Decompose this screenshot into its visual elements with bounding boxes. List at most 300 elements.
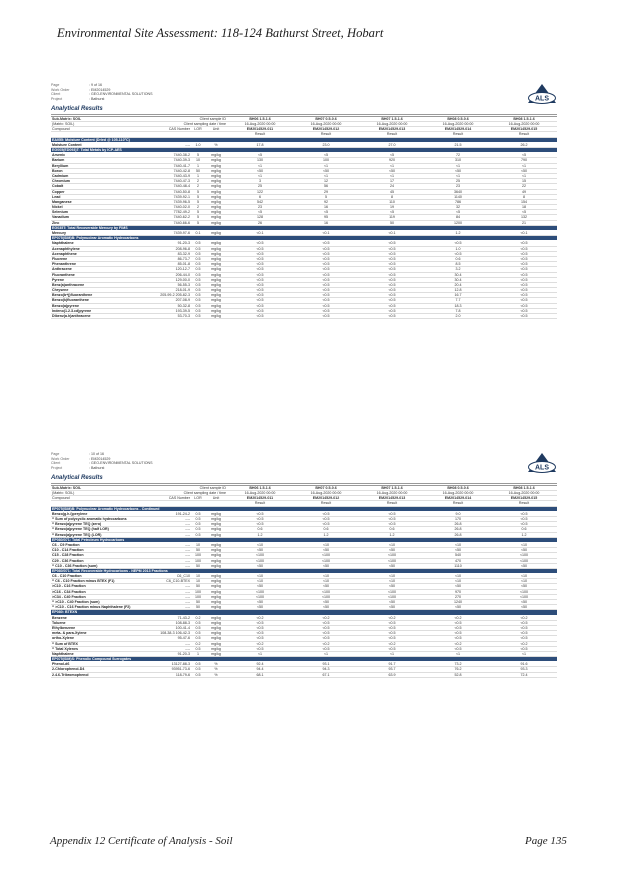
result-value: 23 <box>425 184 491 189</box>
result-value: <0.5 <box>227 251 293 256</box>
result-value: <0.5 <box>293 272 359 277</box>
lor-value: 0.5 <box>191 277 205 282</box>
analyte-name: Cadmium <box>51 173 151 178</box>
unit-value: mg/kg <box>205 579 227 584</box>
analyte-name: Dibenz(a.h)anthracene <box>51 314 151 319</box>
meta-page-label: Page <box>51 83 60 87</box>
lor-value: 50 <box>191 548 205 553</box>
lor-value: 0.5 <box>191 298 205 303</box>
result-value: <0.5 <box>359 511 425 516</box>
result-value: <5 <box>491 210 557 215</box>
result-value: <0.2 <box>359 615 425 620</box>
cas-number: 7440-66-6 <box>151 220 191 225</box>
result-value: <0.5 <box>491 636 557 641</box>
result-value: <0.5 <box>359 251 425 256</box>
lor-value: 0.5 <box>191 532 205 537</box>
meta-work-order-label: Work Order <box>51 87 70 92</box>
result-value: <0.5 <box>293 288 359 293</box>
result-value: 920 <box>359 158 425 163</box>
document-header-title: Environmental Site Assessment: 118-124 Bathurst Street, Hobart <box>57 26 384 40</box>
lor-value: 5 <box>191 194 205 199</box>
section-header: EP075(SIM)B: Polynuclear Aromatic Hydrocarbons - Continued <box>51 506 557 511</box>
result-value: <0.5 <box>491 298 557 303</box>
unit-value: mg/kg <box>205 282 227 287</box>
client-sampling-label: Client sampling date / time <box>151 122 227 127</box>
result-label: Result <box>359 132 425 137</box>
lor-value: 0.5 <box>191 522 205 527</box>
lab-id: EM2014529-014 <box>425 127 491 132</box>
result-value: <0.5 <box>227 288 293 293</box>
result-value: 16 <box>293 220 359 225</box>
analyte-name: Lead <box>51 194 151 199</box>
result-value: <50 <box>293 605 359 610</box>
analyte-name: Acenaphthylene <box>51 246 151 251</box>
analyte-name: Cobalt <box>51 184 151 189</box>
result-value: <0.5 <box>227 272 293 277</box>
result-value: <5 <box>227 210 293 215</box>
result-value: <50 <box>491 605 557 610</box>
sample-id: BH07 0.5-0.6 <box>293 485 359 490</box>
unit-value: % <box>205 662 227 667</box>
lor-value: 100 <box>191 558 205 563</box>
analyte-name: Phenanthrene <box>51 262 151 267</box>
result-value: <10 <box>293 579 359 584</box>
analyte-name: Acenaphthene <box>51 251 151 256</box>
result-value: <0.2 <box>425 615 491 620</box>
result-value: 23 <box>227 205 293 210</box>
analyte-name: Naphthalene <box>51 651 151 656</box>
lor-value: 100 <box>191 594 205 599</box>
result-value: <50 <box>491 584 557 589</box>
analyte-name: ^ Benzo(a)pyrene TEQ (half LOR) <box>51 527 151 532</box>
result-value: <100 <box>293 589 359 594</box>
unit-value: mg/kg <box>205 298 227 303</box>
unit-value: mg/kg <box>205 288 227 293</box>
sampling-date: 16-Aug-2020 00:00 <box>491 491 557 496</box>
result-value: <1 <box>227 163 293 168</box>
unit-value: mg/kg <box>205 189 227 194</box>
unit-value: % <box>205 667 227 672</box>
report-meta <box>51 452 557 475</box>
lor-value: 0.5 <box>191 631 205 636</box>
lor-value: 0.5 <box>191 303 205 308</box>
result-value: <0.5 <box>227 631 293 636</box>
result-value: <1 <box>491 173 557 178</box>
result-value: <0.5 <box>359 282 425 287</box>
lor-value: 5 <box>191 210 205 215</box>
result-value: <0.5 <box>293 241 359 246</box>
result-value: <0.5 <box>227 625 293 630</box>
result-value: <0.5 <box>425 241 491 246</box>
result-value: <0.5 <box>359 246 425 251</box>
result-value: <0.5 <box>359 631 425 636</box>
result-value: <50 <box>359 563 425 568</box>
result-value: <0.5 <box>227 517 293 522</box>
unit-value: mg/kg <box>205 651 227 656</box>
cas-column-header: CAS Number <box>151 496 191 501</box>
result-value: <50 <box>491 168 557 173</box>
analyte-name: ^ Benzo(a)pyrene TEQ (LOR) <box>51 532 151 537</box>
cas-number: 95-47-6 <box>151 636 191 641</box>
result-value: 19 <box>359 205 425 210</box>
result-value: <50 <box>491 548 557 553</box>
result-value: <0.5 <box>425 620 491 625</box>
result-value: 30.4 <box>425 272 491 277</box>
result-value: <0.5 <box>359 625 425 630</box>
result-value: <0.5 <box>293 517 359 522</box>
result-value: <0.5 <box>293 620 359 625</box>
lor-value: 100 <box>191 553 205 558</box>
result-value: <0.5 <box>359 272 425 277</box>
unit-value: mg/kg <box>205 184 227 189</box>
cas-number: 207-08-9 <box>151 298 191 303</box>
section-header: EP080/071: Total Petroleum Hydrocarbons <box>51 537 557 542</box>
result-value: <0.5 <box>359 522 425 527</box>
result-value: <0.5 <box>227 620 293 625</box>
result-value: <0.5 <box>491 288 557 293</box>
result-value: <0.2 <box>227 615 293 620</box>
meta-client-value: : GEO-ENVIRONMENTAL SOLUTIONS <box>89 461 153 466</box>
section-header: EG005(ED093)T: Total Metals by ICP-AES <box>51 148 557 153</box>
result-value: 2.0 <box>425 314 491 319</box>
analyte-name: C6 - C10 Fraction <box>51 574 151 579</box>
lor-value: 0.5 <box>191 288 205 293</box>
lor-value: 0.5 <box>191 272 205 277</box>
analyte-name: Toluene <box>51 620 151 625</box>
unit-value: mg/kg <box>205 231 227 236</box>
analyte-name: >C16 - C34 Fraction <box>51 589 151 594</box>
result-value: <50 <box>293 563 359 568</box>
result-value: <0.5 <box>359 262 425 267</box>
result-value: 130 <box>227 158 293 163</box>
cas-number: 205-99-2 205-82-3 <box>151 293 191 298</box>
lor-value: 50 <box>191 168 205 173</box>
result-value: <0.5 <box>227 303 293 308</box>
result-value: <50 <box>491 600 557 605</box>
client-sample-id-label: Client sample ID <box>191 116 227 121</box>
result-value: 3640 <box>425 189 491 194</box>
result-value: 17.8 <box>227 142 293 147</box>
result-value: 91.7 <box>359 662 425 667</box>
result-value: <0.5 <box>293 256 359 261</box>
result-value: 0.6 <box>293 527 359 532</box>
result-value: <10 <box>227 542 293 547</box>
sample-id: BH07 1.5-1.6 <box>359 485 425 490</box>
result-value: 119 <box>359 215 425 220</box>
sampling-date: 16-Aug-2020 00:00 <box>227 122 293 127</box>
result-value: 470 <box>425 558 491 563</box>
result-value: <1 <box>425 651 491 656</box>
sampling-date: 16-Aug-2020 00:00 <box>359 122 425 127</box>
result-value: 73.2 <box>425 662 491 667</box>
section-header: EP080/071: Total Recoverable Hydrocarbons - NEPM 2013 Fractions <box>51 568 557 573</box>
result-value: <0.5 <box>491 314 557 319</box>
result-value: 18.3 <box>425 303 491 308</box>
unit-value: mg/kg <box>205 646 227 651</box>
result-value: <0.5 <box>491 293 557 298</box>
result-label: Result <box>227 132 293 137</box>
result-value: <0.1 <box>359 231 425 236</box>
analyte-name: Chromium <box>51 179 151 184</box>
als-logo-icon <box>527 452 557 474</box>
result-label: Result <box>293 501 359 506</box>
unit-value: mg/kg <box>205 308 227 313</box>
result-value: 0.6 <box>359 527 425 532</box>
analyte-row <box>51 672 557 677</box>
analytical-results-title: Analytical Results <box>51 475 557 484</box>
result-value: <1 <box>293 163 359 168</box>
result-value: 32 <box>425 205 491 210</box>
meta-project-value: : Bathurst <box>89 465 105 470</box>
cas-number: C6_C10-BTEX <box>151 579 191 584</box>
lab-id: EM2014529-012 <box>293 496 359 501</box>
result-value: <0.5 <box>293 646 359 651</box>
unit-value: mg/kg <box>205 631 227 636</box>
analyte-name: ^ Sum of polycyclic aromatic hydrocarbons <box>51 517 151 522</box>
result-value: 8.5 <box>425 262 491 267</box>
results-table <box>51 116 557 319</box>
result-value: 5 <box>293 194 359 199</box>
result-value: <0.5 <box>227 298 293 303</box>
unit-value: mg/kg <box>205 153 227 158</box>
result-value: <50 <box>425 548 491 553</box>
result-label: Result <box>359 501 425 506</box>
lor-value: 0.5 <box>191 308 205 313</box>
result-value: 0.6 <box>425 256 491 261</box>
analyte-name: Zinc <box>51 220 151 225</box>
sampling-date: 16-Aug-2020 00:00 <box>359 491 425 496</box>
analyte-name: Boron <box>51 168 151 173</box>
cas-number: ---- <box>151 553 191 558</box>
result-value: <100 <box>227 589 293 594</box>
result-value: 68.1 <box>227 672 293 677</box>
result-value: <0.5 <box>293 282 359 287</box>
result-value: <0.5 <box>359 303 425 308</box>
result-value: 1.2 <box>425 231 491 236</box>
result-value: <0.5 <box>293 251 359 256</box>
result-value: <10 <box>491 574 557 579</box>
result-value: 21 <box>491 220 557 225</box>
result-value: <0.5 <box>359 636 425 641</box>
result-value: 3.2 <box>425 267 491 272</box>
unit-value: mg/kg <box>205 256 227 261</box>
result-value: <50 <box>293 584 359 589</box>
unit-value: mg/kg <box>205 527 227 532</box>
result-value: 0.6 <box>491 527 557 532</box>
result-label: Result <box>491 132 557 137</box>
lor-value: 0.5 <box>191 527 205 532</box>
analyte-name: Benzo(a)pyrene <box>51 303 151 308</box>
lor-value: 0.2 <box>191 641 205 646</box>
result-value: 18 <box>491 205 557 210</box>
result-value: <5 <box>227 153 293 158</box>
cas-number: ---- <box>151 605 191 610</box>
result-value: <50 <box>227 600 293 605</box>
result-value: 45 <box>359 189 425 194</box>
lor-value: 1 <box>191 163 205 168</box>
report-page-10 <box>51 452 557 678</box>
unit-value: mg/kg <box>205 600 227 605</box>
result-value: 100 <box>293 158 359 163</box>
result-label: Result <box>491 501 557 506</box>
analyte-name: Benzo(k)fluoranthene <box>51 298 151 303</box>
result-value: <0.5 <box>425 631 491 636</box>
analyte-name: >C34 - C40 Fraction <box>51 594 151 599</box>
result-value: <1 <box>293 651 359 656</box>
matrix-label: (Matrix: SOIL) <box>51 491 151 496</box>
result-value: <0.2 <box>227 641 293 646</box>
lab-id: EM2014529-013 <box>359 496 425 501</box>
report-meta <box>51 83 557 106</box>
result-value: <0.5 <box>359 267 425 272</box>
lor-value: 10 <box>191 158 205 163</box>
cas-number: 7440-42-8 <box>151 168 191 173</box>
unit-value: mg/kg <box>205 277 227 282</box>
result-value: 50 <box>359 220 425 225</box>
result-value: <1 <box>425 173 491 178</box>
lor-value: 10 <box>191 579 205 584</box>
analyte-name: Benz(a)anthracene <box>51 282 151 287</box>
cas-number: 7440-62-2 <box>151 215 191 220</box>
result-value: <10 <box>227 579 293 584</box>
result-value: <0.5 <box>491 308 557 313</box>
result-value: <50 <box>491 563 557 568</box>
result-value: <1 <box>425 163 491 168</box>
lor-value: 0.5 <box>191 282 205 287</box>
result-value: 29 <box>293 189 359 194</box>
result-value: 24 <box>359 184 425 189</box>
lor-value: 100 <box>191 589 205 594</box>
result-value: <1 <box>227 173 293 178</box>
result-value: 12 <box>293 179 359 184</box>
analyte-name: C29 - C36 Fraction <box>51 558 151 563</box>
result-value: <0.5 <box>293 267 359 272</box>
unit-value: mg/kg <box>205 584 227 589</box>
result-value: <50 <box>359 584 425 589</box>
result-value: <0.5 <box>491 511 557 516</box>
result-value: <0.5 <box>359 646 425 651</box>
result-value: <0.5 <box>227 522 293 527</box>
result-value: 154 <box>491 199 557 204</box>
result-value: 27.0 <box>359 142 425 147</box>
cas-number: 218-01-9 <box>151 288 191 293</box>
lor-value: 0.5 <box>191 314 205 319</box>
result-value: <1 <box>491 651 557 656</box>
unit-value: mg/kg <box>205 542 227 547</box>
unit-value: mg/kg <box>205 589 227 594</box>
result-value: 91.6 <box>491 662 557 667</box>
unit-value: mg/kg <box>205 194 227 199</box>
result-value: 540 <box>425 553 491 558</box>
cas-number: 120-12-7 <box>151 267 191 272</box>
sub-matrix-label: Sub-Matrix: SOIL <box>51 116 151 121</box>
analyte-name: Barium <box>51 158 151 163</box>
meta-page-value: : 10 of 16 <box>89 452 104 456</box>
sample-id: BH06 1.5-1.6 <box>227 485 293 490</box>
result-value: <0.5 <box>359 308 425 313</box>
result-value: 0.6 <box>227 527 293 532</box>
result-value: 270 <box>425 594 491 599</box>
unit-value: mg/kg <box>205 163 227 168</box>
analyte-name: Indeno(1.2.3.cd)pyrene <box>51 308 151 313</box>
unit-value: mg/kg <box>205 262 227 267</box>
analyte-name: ^ >C10 - C40 Fraction (sum) <box>51 600 151 605</box>
result-value: <10 <box>359 542 425 547</box>
result-value: <10 <box>425 574 491 579</box>
cas-number: 56-55-3 <box>151 282 191 287</box>
result-value: <0.2 <box>491 641 557 646</box>
cas-number: 118-79-6 <box>151 672 191 677</box>
lor-value: 0.5 <box>191 517 205 522</box>
cas-number: ---- <box>151 558 191 563</box>
lor-value: 0.2 <box>191 615 205 620</box>
cas-number: ---- <box>151 563 191 568</box>
lor-value: 1.0 <box>191 142 205 147</box>
matrix-label: (Matrix: SOIL) <box>51 122 151 127</box>
analyte-name: C10 - C14 Fraction <box>51 548 151 553</box>
result-value: 84 <box>425 215 491 220</box>
result-value: <0.5 <box>491 246 557 251</box>
result-value: <0.5 <box>491 625 557 630</box>
lor-value: 50 <box>191 563 205 568</box>
result-value: <0.5 <box>359 298 425 303</box>
result-value: <0.5 <box>227 282 293 287</box>
result-value: 1240 <box>425 600 491 605</box>
cas-number: 7439-97-6 <box>151 231 191 236</box>
result-value: <0.5 <box>293 625 359 630</box>
section-header: EP080: BTEXN <box>51 610 557 615</box>
meta-client-value: : GEO-ENVIRONMENTAL SOLUTIONS <box>89 92 153 97</box>
lor-value: 1 <box>191 651 205 656</box>
result-value: 1.0 <box>425 246 491 251</box>
analyte-name: >C10 - C16 Fraction <box>51 584 151 589</box>
result-value: <1 <box>359 163 425 168</box>
result-value: <0.5 <box>425 636 491 641</box>
analyte-name: ^ C10 - C36 Fraction (sum) <box>51 563 151 568</box>
result-value: <50 <box>359 548 425 553</box>
result-value: <0.5 <box>491 620 557 625</box>
result-value: <100 <box>359 553 425 558</box>
unit-value: mg/kg <box>205 215 227 220</box>
result-value: 25 <box>227 184 293 189</box>
lor-value: 50 <box>191 600 205 605</box>
client-sample-id-label: Client sample ID <box>191 485 227 490</box>
result-value: <0.5 <box>491 631 557 636</box>
cas-number: ---- <box>151 646 191 651</box>
result-value: 92.4 <box>227 662 293 667</box>
result-value: 67.1 <box>293 672 359 677</box>
lor-value: 50 <box>191 584 205 589</box>
result-value: 1.2 <box>359 532 425 537</box>
analyte-name: Fluoranthene <box>51 272 151 277</box>
cas-number: 208-96-8 <box>151 246 191 251</box>
compound-column-header: Compound <box>51 127 151 132</box>
result-value: <50 <box>227 548 293 553</box>
result-value: <0.5 <box>293 277 359 282</box>
result-value: 26.8 <box>425 522 491 527</box>
result-value: <10 <box>293 542 359 547</box>
cas-number: 108-88-3 <box>151 620 191 625</box>
result-value: <10 <box>359 579 425 584</box>
result-value: <50 <box>227 563 293 568</box>
result-value: 49 <box>491 189 557 194</box>
result-value: <0.1 <box>227 231 293 236</box>
cas-number: 7440-39-3 <box>151 158 191 163</box>
result-value: <50 <box>359 605 425 610</box>
result-value: 170 <box>425 517 491 522</box>
lor-value: 0.5 <box>191 636 205 641</box>
lor-value: 0.5 <box>191 667 205 672</box>
